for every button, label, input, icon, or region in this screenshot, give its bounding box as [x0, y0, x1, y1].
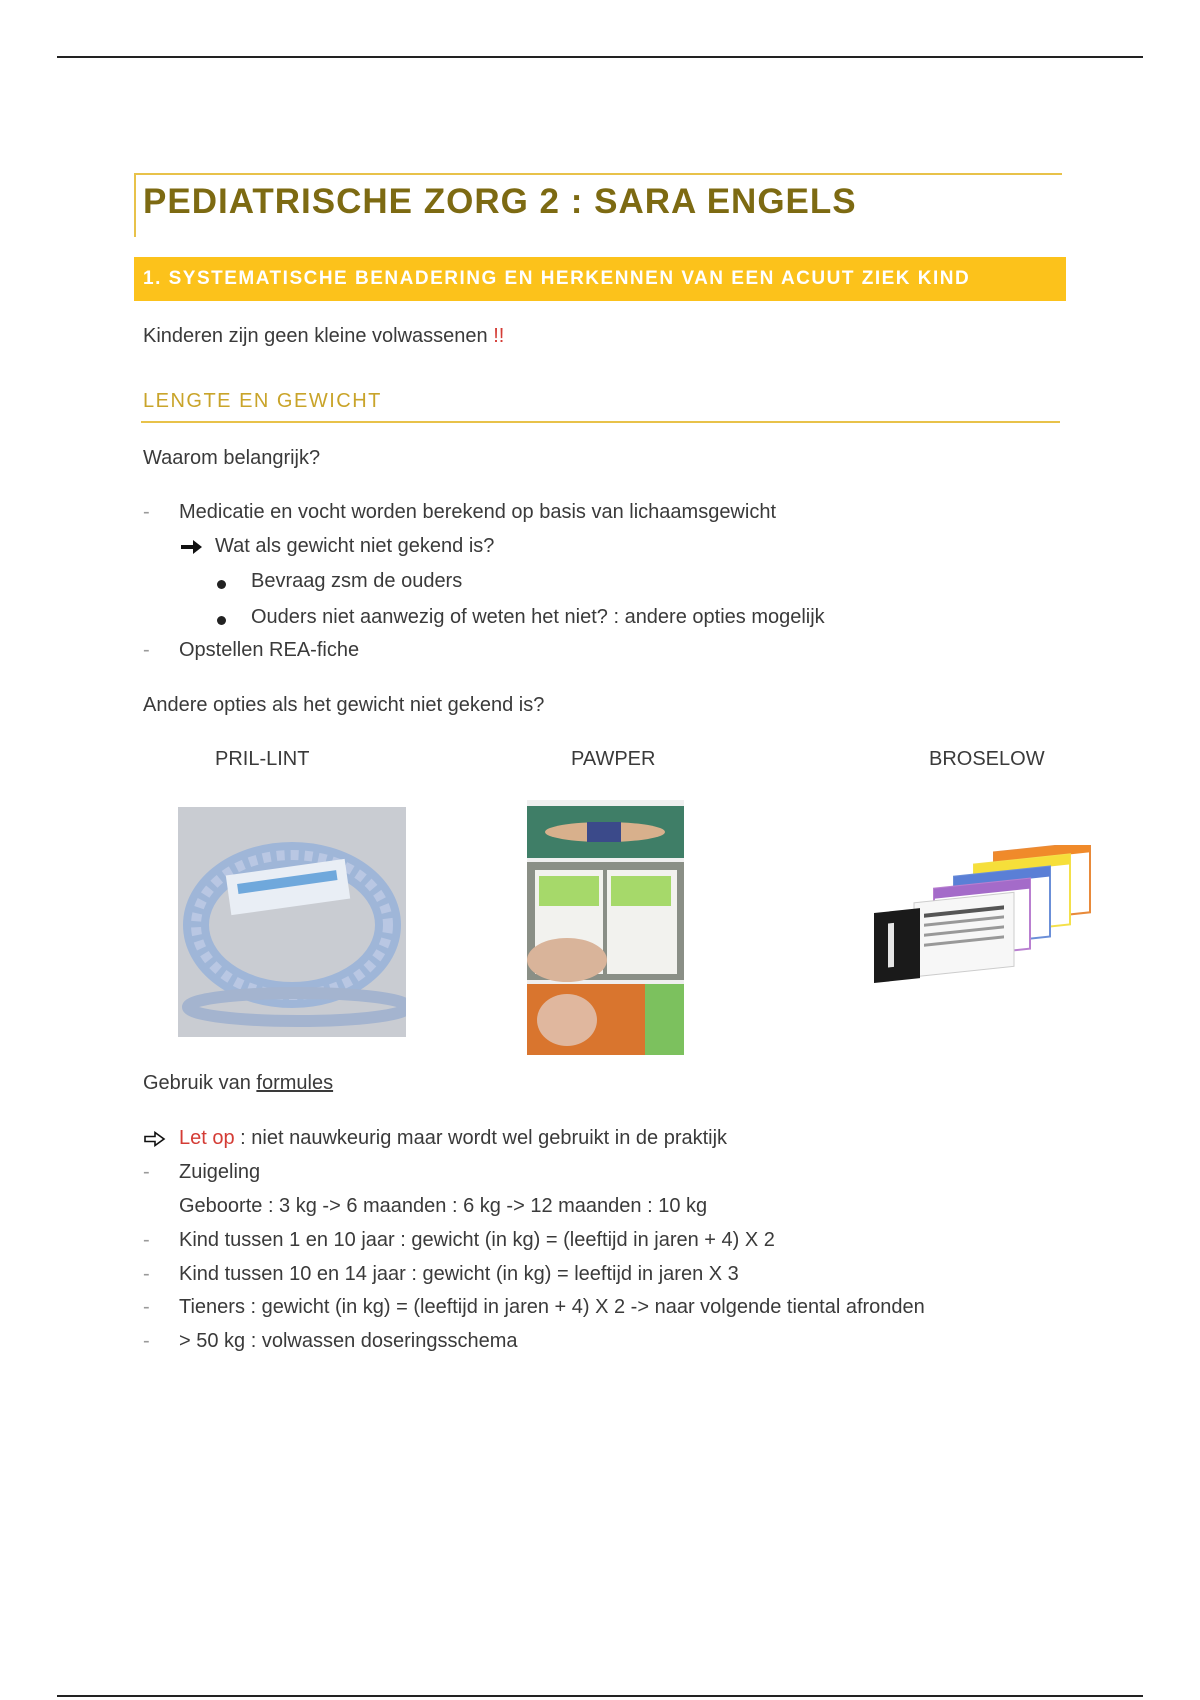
caption-broselow: BROSELOW	[929, 748, 1045, 770]
broselow-photo	[874, 845, 1094, 985]
dash-marker: -	[143, 1263, 150, 1285]
intro-emphasis: !!	[493, 325, 505, 347]
hollow-arrow-icon	[144, 1131, 166, 1147]
bullet-item-1: Bevraag zsm de ouders	[251, 570, 463, 592]
warning-label: Let op	[179, 1127, 235, 1149]
header-rule	[57, 56, 1143, 58]
options-question: Andere opties als het gewicht niet gekend is?	[143, 694, 545, 716]
formula-item-teens: Tieners : gewicht (in kg) = (leeftijd in jaren + 4) X 2 -> naar volgende tiental afronden	[179, 1296, 925, 1318]
dash-marker: -	[143, 1330, 150, 1352]
footer-rule	[57, 1695, 1143, 1697]
subheading-rule	[141, 421, 1060, 423]
reason-item-2: Opstellen REA-fiche	[179, 639, 360, 661]
pril-lint-photo	[178, 807, 406, 1037]
dash-marker: -	[143, 1229, 150, 1251]
warning-text: : niet nauwkeurig maar wordt wel gebruikt in de praktijk	[234, 1127, 728, 1149]
intro-line	[143, 325, 504, 348]
formulas-intro-text: Gebruik van	[143, 1072, 257, 1094]
dash-marker: -	[143, 639, 150, 661]
bullet-item-2: Ouders niet aanwezig of weten het niet? : andere opties mogelijk	[251, 606, 825, 628]
warning-line	[179, 1127, 727, 1150]
formula-item-older: Kind tussen 10 en 14 jaar : gewicht (in kg) = leeftijd in jaren X 3	[179, 1263, 739, 1285]
subheading: LENGTE EN GEWICHT	[143, 390, 382, 412]
reason-item-1: Medicatie en vocht worden berekend op basis van lichaamsgewicht	[179, 501, 777, 523]
intro-text: Kinderen zijn geen kleine volwassenen	[143, 325, 488, 347]
bullet-marker	[217, 580, 226, 589]
why-question: Waarom belangrijk?	[143, 447, 321, 469]
formulas-link[interactable]: formules	[256, 1072, 334, 1094]
dash-marker: -	[143, 1161, 150, 1183]
formula-infant-detail: Geboorte : 3 kg -> 6 maanden : 6 kg -> 12 maanden : 10 kg	[179, 1195, 708, 1217]
bullet-marker	[217, 616, 226, 625]
pawper-photo	[527, 800, 684, 1055]
caption-pril-lint: PRIL-LINT	[215, 748, 310, 770]
formula-item-infant: Zuigeling	[179, 1161, 261, 1183]
document-title: PEDIATRISCHE ZORG 2 : SARA ENGELS	[143, 182, 857, 221]
formula-item-adult: > 50 kg : volwassen doseringsschema	[179, 1330, 518, 1352]
arrow-right-icon	[180, 538, 204, 556]
caption-pawper: PAWPER	[571, 748, 656, 770]
formula-item-child: Kind tussen 1 en 10 jaar : gewicht (in kg) = (leeftijd in jaren + 4) X 2	[179, 1229, 775, 1251]
dash-marker: -	[143, 1296, 150, 1318]
section-heading: 1. SYSTEMATISCHE BENADERING EN HERKENNEN VAN EEN ACUUT ZIEK KIND	[134, 257, 1066, 301]
dash-marker: -	[143, 501, 150, 523]
formulas-intro	[143, 1072, 333, 1095]
arrow-item: Wat als gewicht niet gekend is?	[215, 535, 495, 557]
